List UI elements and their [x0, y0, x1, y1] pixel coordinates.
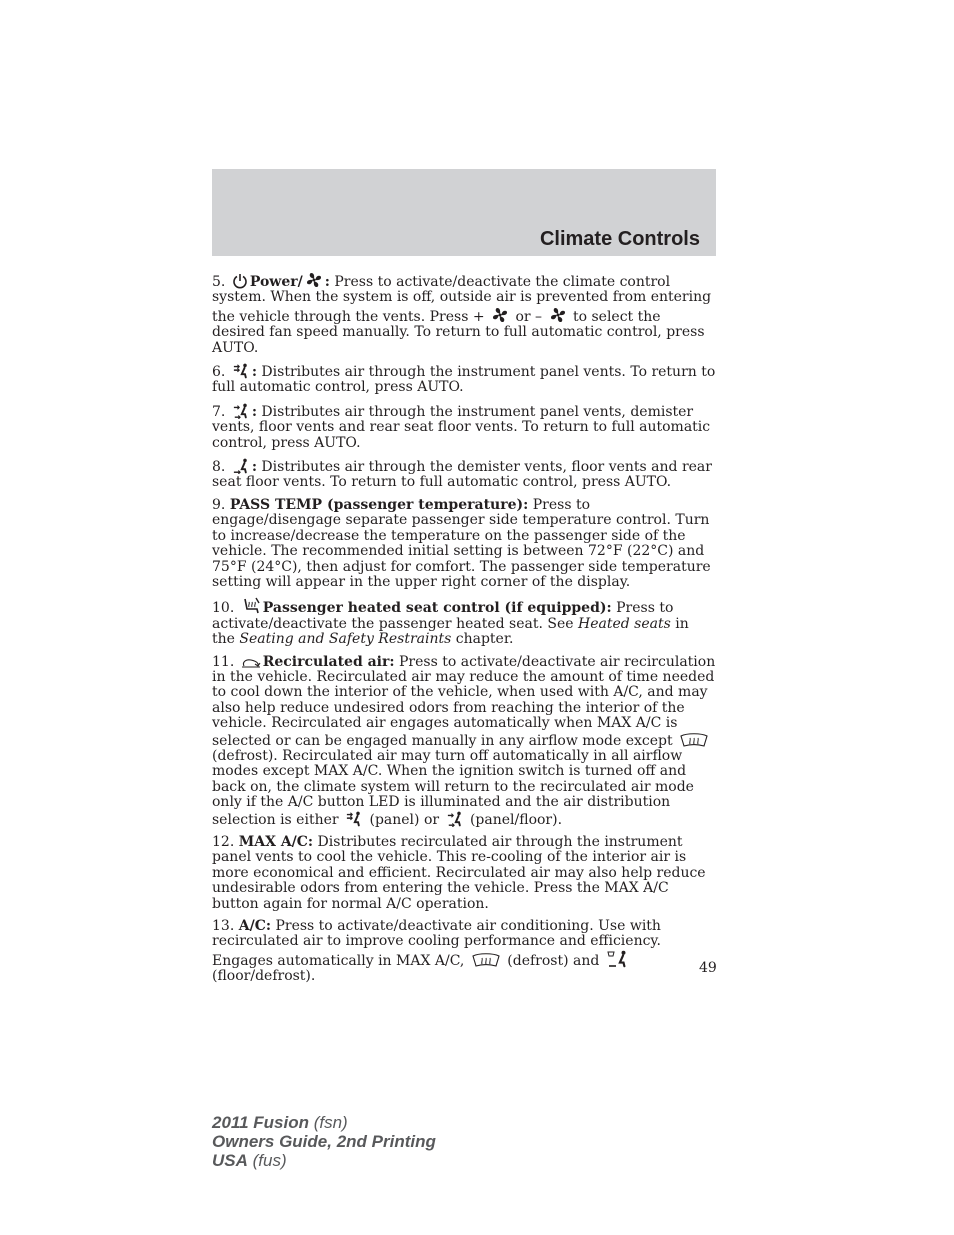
- item-7: 7. : Distributes air through the instrument panel vents, demister vents, floor vents and rear seat floor vents. To return to full automatic control, press AUTO.: [212, 403, 711, 451]
- footer-line-2: Owners Guide, 2nd Printing: [212, 1132, 436, 1151]
- item-5: 5. Power/ : Press to activate/deactivate the climate control system. When the system is off, outside air is prevented from entering the vehicle through the vents. Press + or – to select the desired fan speed manually. To return to full automatic control, press AUTO.: [212, 271, 716, 356]
- item-12: 12. MAX A/C: Distributes recirculated air through the instrument panel vents to cool the vehicle. This re-cooling of the interior air is more economical and efficient. Recirculated air may also help reduce undesirable odors from entering the vehicle. Press the MAX A/C button again for normal A/C operation.: [212, 834, 706, 912]
- heated-seat-icon: [241, 597, 261, 615]
- item-8: 8. : Distributes air through the demister vents, floor vents and rear seat floor vents. To return to full automatic control, press AUTO.: [212, 459, 712, 491]
- item-6: 6. : Distributes air through the instrument panel vents. To return to full automatic control, press AUTO.: [212, 364, 716, 396]
- fan-icon: [549, 306, 567, 324]
- defrost-icon: [679, 732, 709, 748]
- floor-defrost-icon: [606, 950, 628, 968]
- panel-floor-icon: [446, 811, 464, 827]
- fan-icon: [305, 271, 323, 289]
- defrost-icon: [471, 952, 501, 968]
- power-icon: [232, 273, 248, 289]
- panel-vent-icon: [232, 363, 250, 379]
- panel-floor-icon: [232, 403, 250, 419]
- footer: [212, 1113, 436, 1170]
- floor-icon: [232, 458, 250, 474]
- fan-icon: [491, 306, 509, 324]
- section-title: Climate Controls: [539, 228, 700, 250]
- footer-line-3: USA (fus): [212, 1151, 287, 1170]
- item-9: 9. PASS TEMP (passenger temperature): Press to engage/disengage separate passenger side temperature control. Turn to increase/decrease the temperature on the passenger side of the vehicle. The recommended initial setting is between 72°F (22°C) and 75°F (24°C), then adjust for comfort. The passenger side temperature setting will appear in the upper right corner of the display.: [212, 496, 711, 590]
- page-number: 49: [699, 960, 717, 976]
- footer-line-1: 2011 Fusion (fsn): [212, 1113, 348, 1132]
- item-13: 13. A/C: Press to activate/deactivate air conditioning. Use with recirculated air to improve cooling performance and efficiency. Engages automatically in MAX A/C, (defrost) and (floor/defrost).: [212, 918, 661, 985]
- panel-vent-icon: [345, 811, 363, 827]
- item-11: 11. Recirculated air: Press to activate/deactivate air recirculation in the vehicle. Recirculated air may reduce the amount of time needed to cool down the interior of the vehicle, when used with A/C, and may also help reduce undesired odors from reaching the interior of the vehicle. Recirculated air engages automatically when MAX A/C is selected or can be engaged manually in any airflow mode except (defrost). Recirculated air may turn off automatically in all airflow modes except MAX A/C. When the ignition switch is turned off and back on, the climate system will return to the recirculated air mode only if the A/C button LED is illuminated and the air distribution selection is either (panel) or (panel/floor).: [212, 653, 716, 828]
- recirculate-icon: [241, 657, 261, 669]
- content: [212, 271, 716, 992]
- item-10: 10. Passenger heated seat control (if equipped): Press to activate/deactivate the passenger heated seat. See Heated seats in the Seating and Safety Restraints chapter.: [212, 597, 716, 647]
- header-band: [212, 169, 716, 256]
